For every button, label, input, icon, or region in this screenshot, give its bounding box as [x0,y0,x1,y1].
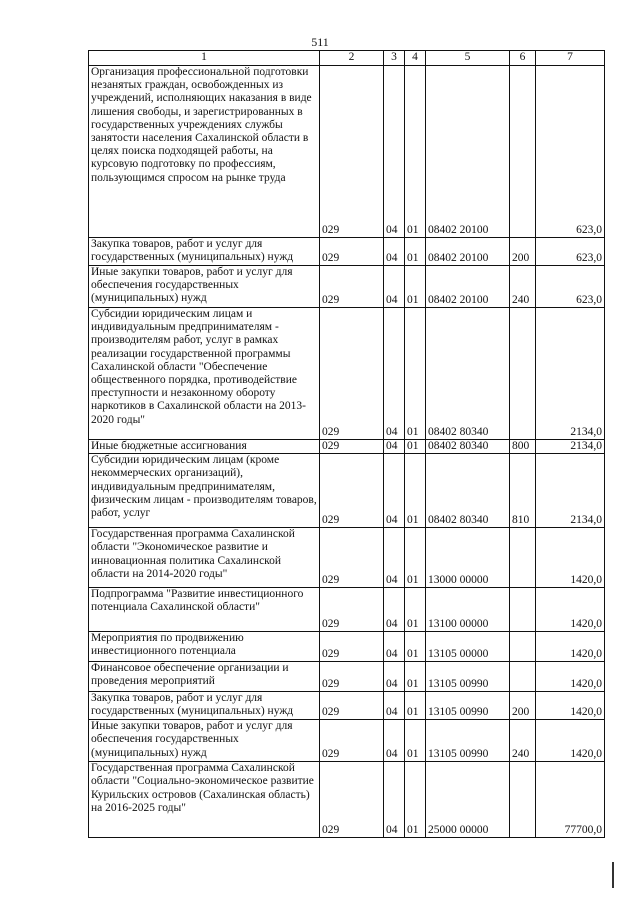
row-name: Государственная программа Сахалинской области "Социально-экономическое развитие Курильских островов (Сахалинская область) на 2016-2025 годы" [89,762,320,838]
amount-value: 1420,0 [536,692,605,720]
expense-type-code [510,632,536,662]
row-name: Закупка товаров, работ и услуг для государственных (муниципальных) нужд [89,692,320,720]
expense-type-code [510,308,536,440]
expense-type-code [510,66,536,238]
section-code: 04 [384,440,405,454]
expense-type-code [510,528,536,588]
row-name: Закупка товаров, работ и услуг для государственных (муниципальных) нужд [89,238,320,266]
section-code: 04 [384,588,405,632]
ministry-code: 029 [320,66,384,238]
section-code: 04 [384,66,405,238]
section-code: 04 [384,720,405,762]
target-article-code: 13105 00990 [426,692,510,720]
page-number: 511 [311,35,329,49]
ministry-code: 029 [320,308,384,440]
amount-value: 77700,0 [536,762,605,838]
amount-value: 1420,0 [536,662,605,692]
section-code: 04 [384,238,405,266]
section-code: 04 [384,632,405,662]
target-article-code: 08402 20100 [426,266,510,308]
subsection-code: 01 [405,440,426,454]
target-article-code: 08402 20100 [426,66,510,238]
ministry-code: 029 [320,632,384,662]
row-name: Подпрограмма "Развитие инвестиционного потенциала Сахалинской области" [89,588,320,632]
subsection-code: 01 [405,308,426,440]
row-name: Финансовое обеспечение организации и проведения мероприятий [89,662,320,692]
table-header-row [89,51,605,66]
amount-value: 623,0 [536,66,605,238]
table-row [89,720,605,762]
expense-type-code [510,662,536,692]
table-row [89,662,605,692]
target-article-code: 13000 00000 [426,528,510,588]
header-cell: 4 [405,51,426,66]
amount-value: 623,0 [536,238,605,266]
row-name: Государственная программа Сахалинской области "Экономическое развитие и инновационная политика Сахалинской области на 2014-2020 годы" [89,528,320,588]
target-article-code: 25000 00000 [426,762,510,838]
target-article-code: 08402 80340 [426,454,510,528]
subsection-code: 01 [405,238,426,266]
subsection-code: 01 [405,266,426,308]
ministry-code: 029 [320,454,384,528]
section-code: 04 [384,692,405,720]
row-name: Иные закупки товаров, работ и услуг для обеспечения государственных (муниципальных) нужд [89,266,320,308]
subsection-code: 01 [405,662,426,692]
expense-type-code [510,762,536,838]
ministry-code: 029 [320,238,384,266]
table-row [89,308,605,440]
target-article-code: 08402 20100 [426,238,510,266]
ministry-code: 029 [320,692,384,720]
header-cell: 2 [320,51,384,66]
section-code: 04 [384,454,405,528]
ministry-code: 029 [320,662,384,692]
section-code: 04 [384,662,405,692]
subsection-code: 01 [405,528,426,588]
table-row [89,454,605,528]
amount-value: 1420,0 [536,720,605,762]
amount-value: 2134,0 [536,440,605,454]
budget-table [88,50,605,838]
table-row [89,692,605,720]
header-cell: 5 [426,51,510,66]
target-article-code: 08402 80340 [426,440,510,454]
row-name: Субсидии юридическим лицам и индивидуальным предпринимателям - производителям работ, услуг в рамках реализации государственной программы Сахалинской области "Обеспечение общественного порядка, противодействие преступности и незаконному обороту наркотиков в Сахалинской области на 2013-2020 годы" [89,308,320,440]
expense-type-code: 240 [510,266,536,308]
table-body [89,66,605,838]
ministry-code: 029 [320,762,384,838]
ministry-code: 029 [320,440,384,454]
table-row [89,440,605,454]
section-code: 04 [384,308,405,440]
table-row [89,66,605,238]
amount-value: 1420,0 [536,632,605,662]
margin-mark [612,862,614,888]
table-row [89,632,605,662]
header-cell: 1 [89,51,320,66]
expense-type-code [510,588,536,632]
expense-type-code: 200 [510,692,536,720]
ministry-code: 029 [320,266,384,308]
row-name: Иные закупки товаров, работ и услуг для обеспечения государственных (муниципальных) нужд [89,720,320,762]
target-article-code: 08402 80340 [426,308,510,440]
target-article-code: 13105 00990 [426,720,510,762]
target-article-code: 13100 00000 [426,588,510,632]
ministry-code: 029 [320,588,384,632]
header-cell: 3 [384,51,405,66]
subsection-code: 01 [405,692,426,720]
subsection-code: 01 [405,588,426,632]
expense-type-code: 800 [510,440,536,454]
table-row [89,266,605,308]
section-code: 04 [384,762,405,838]
ministry-code: 029 [320,720,384,762]
amount-value: 1420,0 [536,528,605,588]
subsection-code: 01 [405,632,426,662]
row-name: Иные бюджетные ассигнования [89,440,320,454]
subsection-code: 01 [405,720,426,762]
table-row [89,528,605,588]
amount-value: 623,0 [536,266,605,308]
row-name: Организация профессиональной подготовки незанятых граждан, освобожденных из учреждений, исполняющих наказания в виде лишения свободы, и зарегистрированных в государственных учреждениях службы занятости населения Сахалинской области в целях поиска подходящей работы, на курсовую подготовку по профессиям, пользующимся спросом на рынке труда [89,66,320,238]
subsection-code: 01 [405,66,426,238]
table-row [89,238,605,266]
amount-value: 2134,0 [536,308,605,440]
row-name: Мероприятия по продвижению инвестиционного потенциала [89,632,320,662]
section-code: 04 [384,266,405,308]
amount-value: 1420,0 [536,588,605,632]
expense-type-code: 200 [510,238,536,266]
table-row [89,588,605,632]
table-row [89,762,605,838]
header-cell: 6 [510,51,536,66]
subsection-code: 01 [405,762,426,838]
target-article-code: 13105 00000 [426,632,510,662]
section-code: 04 [384,528,405,588]
target-article-code: 13105 00990 [426,662,510,692]
header-cell: 7 [536,51,605,66]
expense-type-code: 810 [510,454,536,528]
row-name: Субсидии юридическим лицам (кроме некоммерческих организаций), индивидуальным предпринимателям, физическим лицам - производителям товаров, работ, услуг [89,454,320,528]
amount-value: 2134,0 [536,454,605,528]
ministry-code: 029 [320,528,384,588]
subsection-code: 01 [405,454,426,528]
expense-type-code: 240 [510,720,536,762]
